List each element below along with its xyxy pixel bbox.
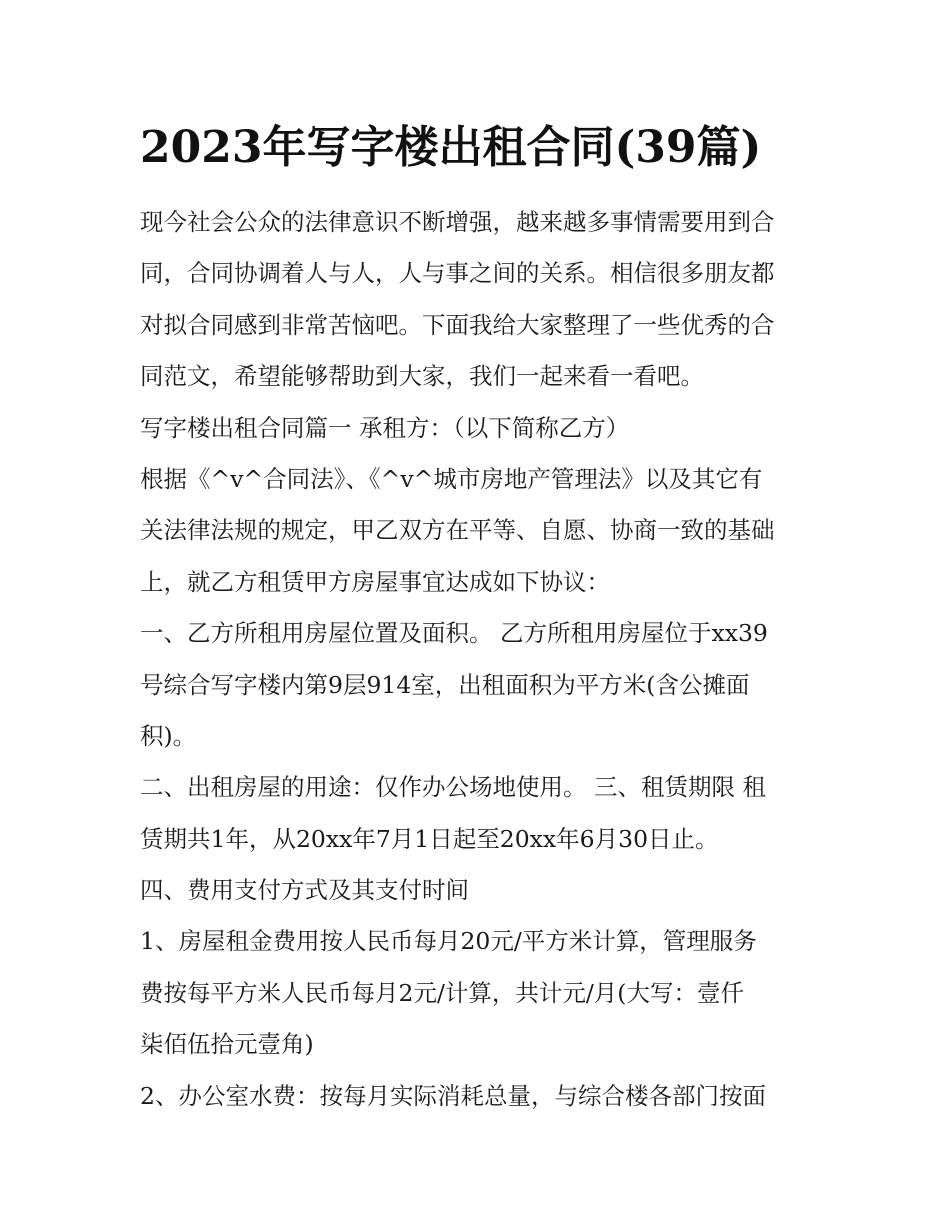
text-line: 一、乙方所租用房屋位置及面积。 乙方所租用房屋位于xx39: [140, 619, 768, 648]
text-line: 同范文，希望能够帮助到大家，我们一起来看一看吧。: [140, 362, 704, 391]
text-line: 对拟合同感到非常苦恼吧。下面我给大家整理了一些优秀的合: [140, 310, 775, 339]
text-line: 二、出租房屋的用途：仅作办公场地使用。 三、租赁期限 租: [140, 773, 766, 802]
text-line: 现今社会公众的法律意识不断增强，越来越多事情需要用到合: [140, 208, 775, 236]
text-line: 上，就乙方租赁甲方房屋事宜达成如下协议：: [140, 567, 610, 596]
text-line: 同，合同协调着人与人，人与事之间的关系。相信很多朋友都: [140, 259, 775, 288]
text-line: 柒佰伍拾元壹角): [140, 1030, 314, 1059]
text-line: 根据《^v^合同法》、《^v^城市房地产管理法》以及其它有: [140, 464, 763, 493]
text-line: 2、办公室水费：按每月实际消耗总量，与综合楼各部门按面: [140, 1081, 766, 1110]
text-line: 赁期共1年，从20xx年7月1日起至20xx年6月30日止。: [140, 824, 719, 853]
text-line: 四、费用支付方式及其支付时间: [140, 876, 469, 905]
text-line: 号综合写字楼内第9层914室，出租面积为平方米(含公摊面: [140, 670, 750, 699]
text-line: 积)。: [140, 721, 197, 750]
text-line: 费按每平方米人民币每月2元/计算，共计元/月(大写：壹仟: [140, 978, 744, 1007]
section-heading-line: 写字楼出租合同篇一 承租方：（以下简称乙方）: [140, 413, 630, 442]
document-title: 2023年写字楼出租合同(39篇): [140, 122, 762, 173]
text-line: 关法律法规的规定，甲乙双方在平等、自愿、协商一致的基础: [140, 516, 775, 545]
text-line: 1、房屋租金费用按人民币每月20元/平方米计算，管理服务: [140, 927, 757, 956]
document-body: [140, 197, 820, 1122]
